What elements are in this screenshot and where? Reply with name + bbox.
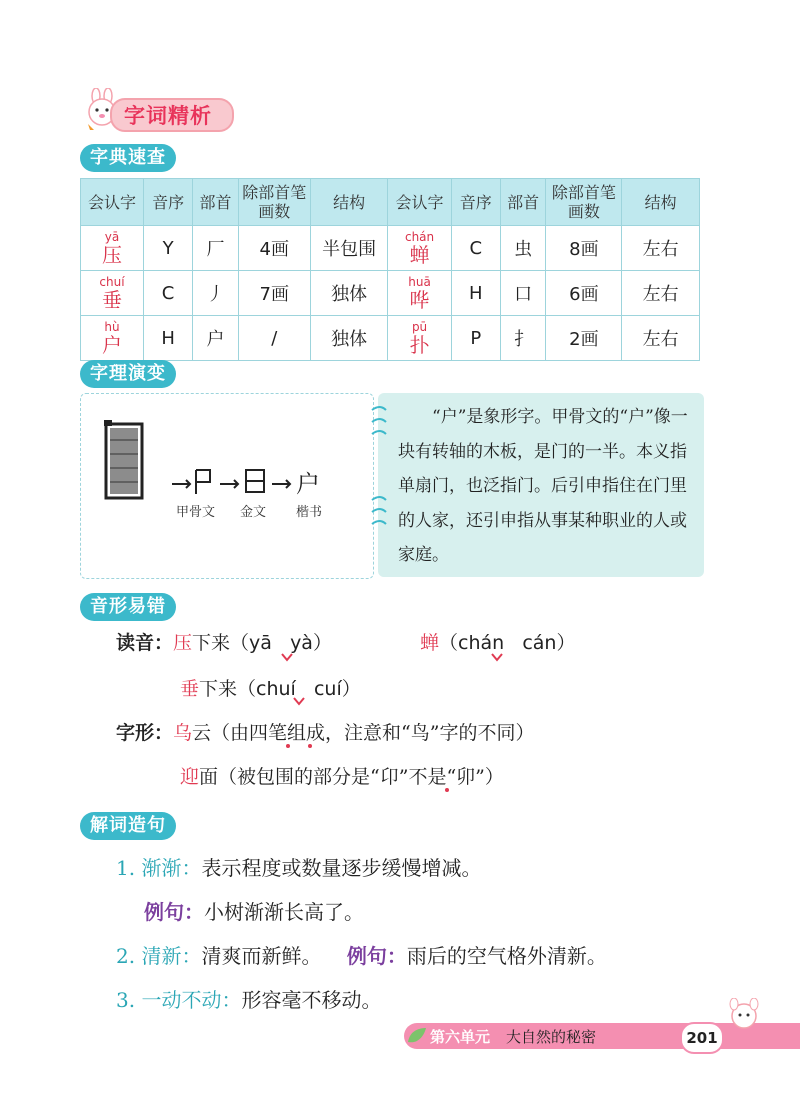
table-cell: 4画 bbox=[238, 226, 310, 271]
spiral-binding-icon bbox=[366, 400, 390, 570]
pinyin: pū bbox=[411, 319, 428, 334]
table-cell: 户 bbox=[193, 316, 239, 361]
table-cell: 独体 bbox=[310, 271, 388, 316]
table-cell: 7画 bbox=[238, 271, 310, 316]
hanzi: 垂 bbox=[101, 287, 122, 312]
col-header: 音序 bbox=[451, 179, 500, 226]
oracle-bone-glyph-icon bbox=[104, 420, 142, 498]
word-entry-2 bbox=[116, 940, 607, 969]
table-cell: 左右 bbox=[622, 271, 700, 316]
character-with-pinyin bbox=[410, 320, 430, 356]
text-segment: ） bbox=[556, 632, 576, 654]
table-cell: P bbox=[451, 316, 500, 361]
character-with-pinyin bbox=[102, 320, 122, 356]
evolution-text: “户”是象形字。甲骨文的“户”像一块有转轴的木板，是门的一半。本义指单扇门，也泛指门。后引申指住在门里的人家，还引申指从事某种职业的人或家庭。 bbox=[398, 407, 688, 565]
example-text: 小树渐渐长高了。 bbox=[204, 900, 364, 924]
stage-label: 甲骨文 bbox=[176, 505, 216, 518]
target-char: 压 bbox=[173, 632, 193, 654]
check-mark-icon bbox=[492, 654, 502, 660]
stage-label: 金文 bbox=[240, 505, 267, 518]
footer-title: 大自然的秘密 bbox=[506, 1028, 597, 1046]
target-char: 垂 bbox=[180, 678, 200, 700]
table-row bbox=[81, 226, 700, 271]
character-with-pinyin bbox=[405, 230, 434, 266]
word-definition: 形容毫不移动。 bbox=[241, 988, 382, 1012]
table-cell: 左右 bbox=[622, 316, 700, 361]
word-term: 3. 一动不动： bbox=[116, 988, 242, 1012]
pinyin-option-correct: chán bbox=[458, 632, 505, 654]
col-header: 会认字 bbox=[81, 179, 144, 226]
pinyin: chuí bbox=[99, 274, 125, 289]
example-text: 雨后的空气格外清新。 bbox=[406, 944, 607, 968]
hanzi: 扑 bbox=[409, 332, 430, 357]
correct-mark-icons bbox=[278, 652, 598, 702]
word-definition: 清爽而新鲜。 bbox=[201, 944, 322, 968]
table-cell: 厂 bbox=[193, 226, 239, 271]
leaf-icon bbox=[404, 1024, 428, 1048]
hanzi: 户 bbox=[101, 332, 122, 357]
col-header: 会认字 bbox=[388, 179, 451, 226]
pinyin-option-correct: chuí bbox=[256, 678, 296, 700]
table-cell bbox=[388, 271, 451, 316]
section-label-words: 解词造句 bbox=[80, 812, 176, 840]
hanzi: 哗 bbox=[409, 287, 430, 312]
table-cell: 虫 bbox=[500, 226, 546, 271]
check-mark-icon bbox=[282, 654, 292, 660]
shape-row-1 bbox=[116, 718, 534, 745]
table-cell: Y bbox=[143, 226, 192, 271]
page-title: 字词精析 bbox=[124, 104, 212, 128]
table-cell bbox=[81, 226, 144, 271]
mascot-icon bbox=[716, 998, 772, 1032]
stage-label: 楷书 bbox=[296, 505, 323, 518]
shape-label: 字形： bbox=[116, 722, 174, 744]
example-label: 例句： bbox=[346, 944, 407, 968]
table-cell: / bbox=[238, 316, 310, 361]
text-segment: 下来（ bbox=[199, 678, 257, 700]
table-cell: 口 bbox=[500, 271, 546, 316]
table-cell: 2画 bbox=[546, 316, 622, 361]
page-number: 201 bbox=[680, 1022, 724, 1054]
col-header: 除部首笔画数 bbox=[546, 179, 622, 226]
table-cell: 扌 bbox=[500, 316, 546, 361]
character-with-pinyin bbox=[99, 275, 124, 311]
footer-unit: 第六单元 bbox=[430, 1028, 491, 1046]
word-term: 2. 清新： bbox=[116, 944, 202, 968]
word-definition: 表示程度或数量逐步缓慢增减。 bbox=[201, 856, 482, 880]
kaishu-glyph: 户 bbox=[296, 470, 320, 498]
pinyin-option-correct: yā bbox=[249, 632, 272, 654]
section-label-dict: 字典速查 bbox=[80, 144, 176, 172]
table-cell bbox=[388, 316, 451, 361]
dictionary-table bbox=[80, 178, 700, 361]
table-cell bbox=[81, 316, 144, 361]
pinyin: yā bbox=[104, 229, 120, 244]
table-cell: 8画 bbox=[546, 226, 622, 271]
text-segment: ） bbox=[341, 678, 361, 700]
pinyin-option: cuí bbox=[313, 678, 342, 700]
table-row bbox=[81, 271, 700, 316]
col-header: 部首 bbox=[193, 179, 239, 226]
word-entry-1 bbox=[116, 852, 481, 881]
target-char: 蝉 bbox=[420, 632, 440, 654]
target-char: 迎 bbox=[180, 766, 200, 788]
text-segment: 面（被包围的部分是“卬”不是“卯”） bbox=[199, 766, 504, 788]
reading-label: 读音： bbox=[116, 632, 174, 654]
text-segment: ） bbox=[312, 632, 332, 654]
table-cell bbox=[81, 271, 144, 316]
section-label-errors: 音形易错 bbox=[80, 593, 176, 621]
table-cell bbox=[388, 226, 451, 271]
example-label: 例句： bbox=[144, 900, 204, 924]
table-header-row bbox=[81, 179, 700, 226]
word-term: 1. 渐渐： bbox=[116, 856, 202, 880]
table-cell: H bbox=[143, 316, 192, 361]
character-evolution-diagram bbox=[100, 418, 350, 518]
check-mark-icon bbox=[292, 696, 312, 708]
word-entry-3 bbox=[116, 984, 381, 1013]
table-row bbox=[81, 316, 700, 361]
table-cell: 左右 bbox=[622, 226, 700, 271]
col-header: 结构 bbox=[310, 179, 388, 226]
pinyin: hù bbox=[104, 319, 120, 334]
table-cell: C bbox=[451, 226, 500, 271]
text-segment: 云（由四笔组成，注意和“鸟”字的不同） bbox=[192, 722, 535, 744]
hanzi: 压 bbox=[101, 242, 122, 267]
table-cell: C bbox=[143, 271, 192, 316]
pinyin: chán bbox=[404, 229, 435, 244]
text-segment: （ bbox=[439, 632, 459, 654]
col-header: 音序 bbox=[143, 179, 192, 226]
section-badge bbox=[82, 88, 238, 132]
example-1 bbox=[144, 896, 364, 925]
pinyin-option: cán bbox=[522, 632, 557, 654]
text-segment: 下来（ bbox=[192, 632, 250, 654]
col-header: 结构 bbox=[622, 179, 700, 226]
reading-row-2 bbox=[420, 628, 576, 655]
section-label-evolution: 字理演变 bbox=[80, 360, 176, 388]
pinyin: huā bbox=[408, 274, 431, 289]
table-cell: 独体 bbox=[310, 316, 388, 361]
reading-row-1 bbox=[116, 628, 332, 655]
table-cell: 半包围 bbox=[310, 226, 388, 271]
table-cell: H bbox=[451, 271, 500, 316]
emphasis-dots bbox=[280, 744, 460, 794]
col-header: 部首 bbox=[500, 179, 546, 226]
hanzi: 蝉 bbox=[409, 242, 430, 267]
target-char: 乌 bbox=[173, 722, 193, 744]
col-header: 除部首笔画数 bbox=[238, 179, 310, 226]
jiaguwen-glyph-icon bbox=[196, 470, 210, 494]
character-with-pinyin bbox=[408, 275, 431, 311]
table-cell: 丿 bbox=[193, 271, 239, 316]
character-with-pinyin bbox=[102, 230, 122, 266]
pinyin-option: yà bbox=[290, 632, 313, 654]
table-cell: 6画 bbox=[546, 271, 622, 316]
